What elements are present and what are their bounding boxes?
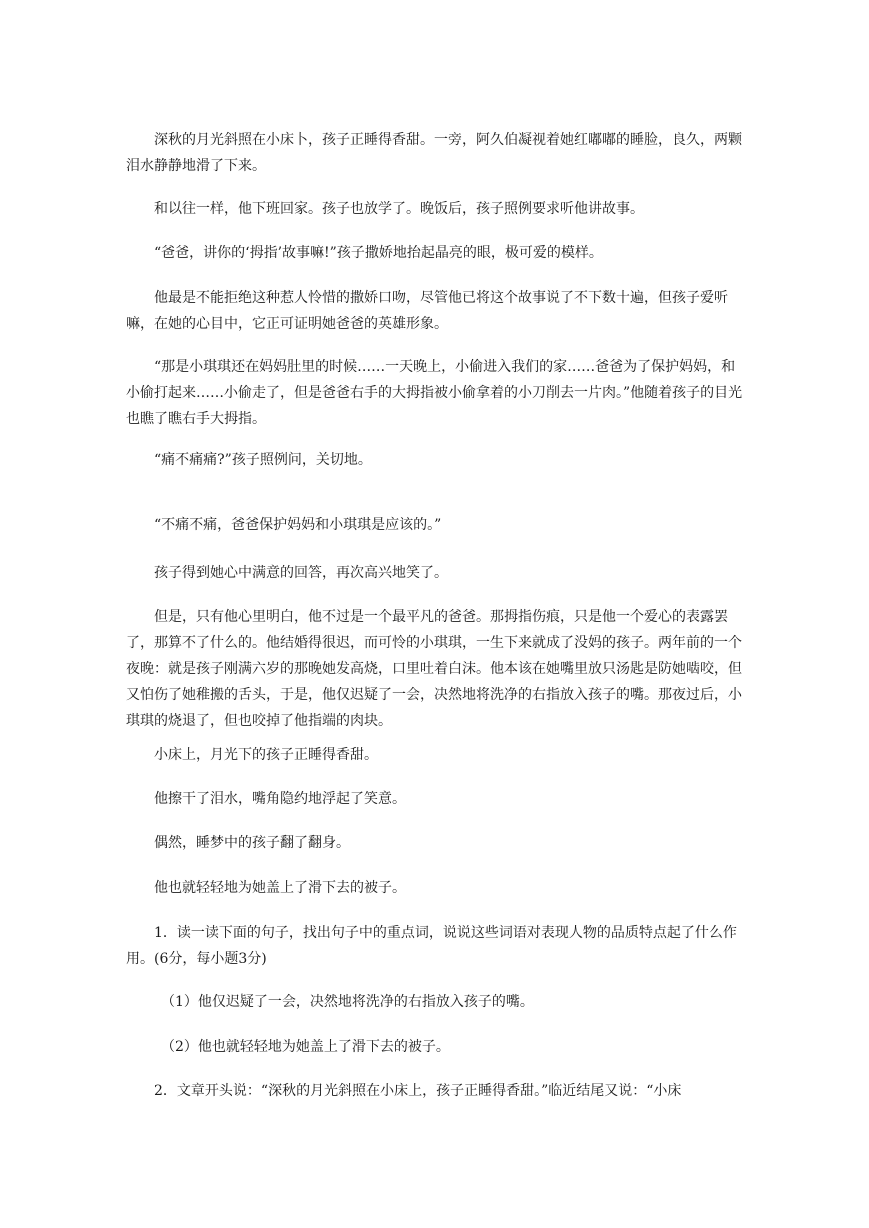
paragraph-12: 偶然，睡梦中的孩子翻了翻身。	[154, 835, 350, 851]
question-2: 2．文章开头说：“深秋的月光斜照在小床上，孩子正睡得香甜。”临近结尾又说：“小床	[154, 1083, 682, 1099]
paragraph-5: “那是小琪琪还在妈妈肚里的时候……一天晚上，小偷进入我们的家……爸爸为了保护妈妈，和小偷打起来……小偷走了，但是爸爸右手的大拇指被小偷拿着的小刀削去一片肉。”他随着孩子的目光也瞧了瞧右手大拇指。	[126, 359, 743, 427]
paragraph-3: “爸爸，讲你的‘拇指’故事嘛!”孩子撒娇地抬起晶亮的眼，极可爱的模样。	[154, 245, 603, 261]
paragraph-1: 深秋的月光斜照在小床卜，孩子正睡得香甜。一旁，阿久伯凝视着她红嘟嘟的睡脸，良久，两颗泪水静静地滑了下来。	[126, 132, 742, 174]
paragraph-4: 他最是不能拒绝这种惹人怜惜的撒娇口吻，尽管他已将这个故事说了不下数十遍，但孩子爱听嘛，在她的心目中，它正可证明她爸爸的英雄形象。	[126, 290, 728, 332]
question-1-item-2: （2）他也就轻轻地为她盖上了滑下去的被子。	[161, 1039, 450, 1055]
paragraph-11: 他擦干了泪水，嘴角隐约地浮起了笑意。	[154, 791, 406, 807]
paragraph-10: 小床上，月光下的孩子正睡得香甜。	[154, 747, 378, 763]
paragraph-2: 和以往一样，他下班回家。孩子也放学了。晚饭后，孩子照例要求听他讲故事。	[154, 201, 644, 217]
paragraph-9: 但是，只有他心里明白，他不过是一个最平凡的爸爸。那拇指伤痕，只是他一个爱心的表露罢了，那算不了什么的。他结婚得很迟，而可怜的小琪琪，一生下来就成了没妈的孩子。两年前的一个夜晚：就是孩子刚满六岁的那晚她发高烧，口里吐着白沫。他本该在她嘴里放只汤匙是防她啮咬，但又怕伤了她稚搬的舌头，于是，他仅迟疑了一会，决然地将洗净的右指放入孩子的嘴。那夜过后，小琪琪的烧退了，但也咬掉了他指端的肉块。	[126, 609, 742, 729]
paragraph-8: 孩子得到她心中满意的回答，再次高兴地笑了。	[154, 565, 448, 581]
paragraph-6: “痛不痛痛?”孩子照例问，关切地。	[154, 452, 372, 468]
question-1: 1．读一读下面的句子，找出句子中的重点词，说说这些词语对表现人物的品质特点起了什么作用。(6分，每小题3分)	[126, 925, 737, 967]
question-1-item-1: （1）他仅迟疑了一会，决然地将洗净的右指放入孩子的嘴。	[161, 994, 534, 1010]
paragraph-7: “不痛不痛，爸爸保护妈妈和小琪琪是应该的。”	[154, 517, 442, 533]
paragraph-13: 他也就轻轻地为她盖上了滑下去的被子。	[154, 880, 406, 896]
